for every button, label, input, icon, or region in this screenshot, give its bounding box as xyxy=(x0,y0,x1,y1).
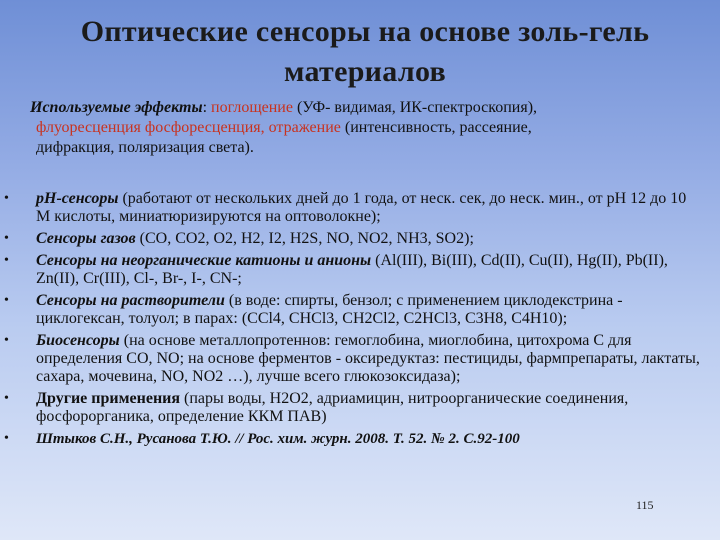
bullet: • xyxy=(4,391,9,406)
intro-text-2: (интенсивность, рассеяние, xyxy=(340,119,532,136)
item-text: (работают от нескольких дней до 1 года, от неск. сек, до неск. мин., от pH 12 до 10 М кислоты, миниатюризируются на оптоволокне); xyxy=(36,190,687,225)
intro-line-2 xyxy=(30,118,690,138)
intro-effect-absorption: поглощение xyxy=(211,99,293,116)
intro-text-3: дифракция, поляризация света). xyxy=(36,139,254,156)
item-label: Сенсоры на неорганические катионы и анионы xyxy=(36,252,372,269)
sensor-list xyxy=(0,190,700,452)
item-text: (на основе металлопротеннов: гемоглобина, миоглобина, цитохрома С для определения CO, NO; на основе ферментов - оксиредуктаз: пестициды, фармпрепараты, лактаты, сахара, мочевина, NO, NO2 …), лучше всего глюкозоксидаза); xyxy=(36,332,700,385)
list-item-other-uses xyxy=(0,390,700,426)
bullet: • xyxy=(4,231,9,246)
bullet: • xyxy=(4,431,9,446)
bullet: • xyxy=(4,293,9,308)
intro-paragraph xyxy=(30,98,690,158)
list-item-reference xyxy=(0,430,700,448)
reference-text: Штыков С.Н., Русанова Т.Ю. // Рос. хим. журн. 2008. Т. 52. № 2. С.92-100 xyxy=(36,431,520,447)
intro-effect-fluorescence: флуоресценция фосфоресценция, отражение xyxy=(36,119,341,136)
item-label: рН-сенсоры xyxy=(36,190,119,207)
item-text: (CO, CO2, O2, H2, I2, H2S, NO, NO2, NH3, SO2); xyxy=(135,230,474,247)
bullet: • xyxy=(4,191,9,206)
slide-title: Оптические сенсоры на основе золь-гель материалов xyxy=(80,15,650,88)
list-item-gas-sensors xyxy=(0,230,700,248)
item-text: (в воде: спирты, бензол; с применением циклодекстрина - циклогексан, толуол; в парах: (CCl4, CHCl3, CH2Cl2, C2HCl3, C3H8, C4H10); xyxy=(36,292,623,327)
list-item-ph-sensors xyxy=(0,190,700,226)
item-label: Сенсоры на растворители xyxy=(36,292,225,309)
item-label: Другие применения xyxy=(36,390,181,407)
list-item-inorganic-sensors xyxy=(0,252,700,288)
list-item-solvent-sensors xyxy=(0,292,700,328)
page-number: 115 xyxy=(636,498,654,512)
intro-text-1: (УФ- видимая, ИК-спектроскопия), xyxy=(292,99,538,116)
intro-line-1 xyxy=(30,98,690,118)
intro-sep: : xyxy=(202,99,212,116)
item-text: (Al(III), Bi(III), Cd(II), Cu(II), Hg(II), Pb(II), Zn(II), Cr(III), Cl-, Br-, I-, CN-; xyxy=(36,252,668,287)
list-item-biosensors xyxy=(0,332,700,386)
bullet: • xyxy=(4,333,9,348)
item-text: (пары воды, H2O2, адриамицин, нитроорганические соединения, фосфорорганика, определение ККМ ПАВ) xyxy=(36,390,629,425)
bullet: • xyxy=(4,253,9,268)
item-label: Сенсоры газов xyxy=(36,230,136,247)
intro-label: Используемые эффекты xyxy=(30,99,203,116)
item-label: Биосенсоры xyxy=(36,332,120,349)
